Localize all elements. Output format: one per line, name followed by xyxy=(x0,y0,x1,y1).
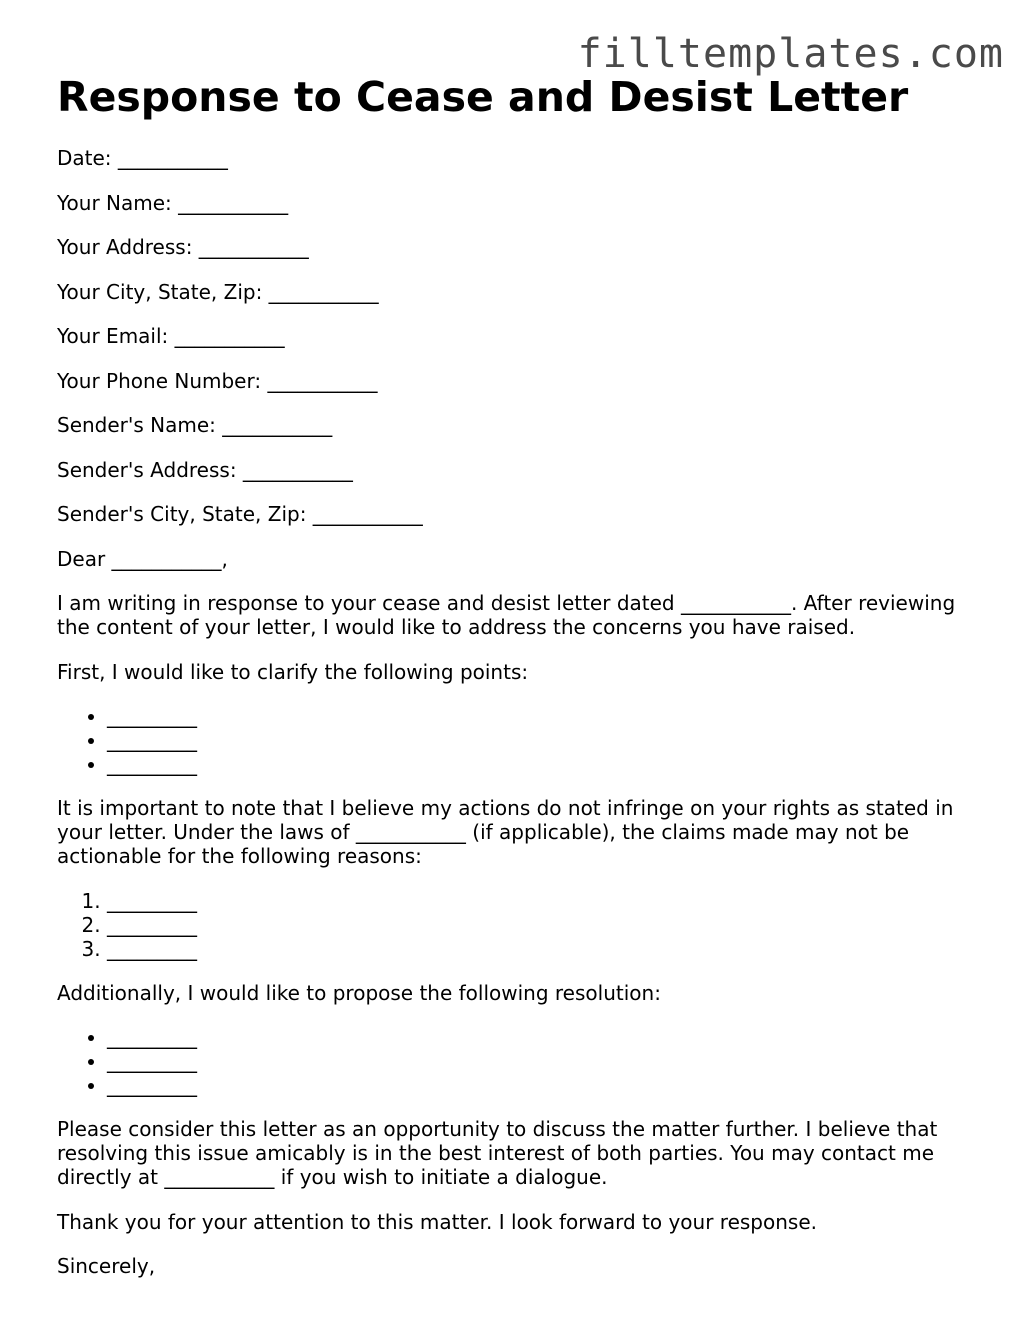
important-paragraph: It is important to note that I believe my actions do not infringe on your rights as stated in your letter. Under the laws of ___________ (if applicable), the claims made may not be actionable for the following reasons: xyxy=(57,795,954,869)
list-item: • _________ xyxy=(107,728,987,752)
list-item: • _________ xyxy=(107,752,987,776)
additionally-paragraph: Additionally, I would like to propose the following resolution: xyxy=(57,980,661,1005)
sender-address-field: Sender's Address: ___________ xyxy=(57,457,353,482)
list-item: • _________ xyxy=(107,1025,987,1049)
list-item: 1. _________ xyxy=(107,889,987,913)
list-item: • _________ xyxy=(107,1073,987,1097)
letter-page xyxy=(57,72,987,1298)
date-field: Date: ___________ xyxy=(57,146,228,170)
clarify-paragraph: First, I would like to clarify the following points: xyxy=(57,659,529,684)
watermark: filltemplates.com xyxy=(577,31,1004,77)
salutation: Dear ___________, xyxy=(57,546,228,571)
intro-paragraph: I am writing in response to your cease and desist letter dated ___________. After reviewing the content of your letter, I would like to address the concerns you have raised. xyxy=(57,591,956,640)
list-item: • _________ xyxy=(107,704,987,728)
closing: Sincerely, xyxy=(57,1253,156,1278)
your-address-field: Your Address: ___________ xyxy=(57,235,309,259)
thanks-paragraph: Thank you for your attention to this matter. I look forward to your response. xyxy=(57,1209,817,1234)
list-item: • _________ xyxy=(107,1049,987,1073)
sender-city-state-zip-field: Sender's City, State, Zip: ___________ xyxy=(57,502,423,526)
your-email-field: Your Email: ___________ xyxy=(57,324,285,348)
your-name-field: Your Name: ___________ xyxy=(57,190,289,215)
page-title: Response to Cease and Desist Letter xyxy=(57,73,909,121)
list-item: 3. _________ xyxy=(107,937,987,961)
your-phone-field: Your Phone Number: ___________ xyxy=(57,368,378,393)
sender-name-field: Sender's Name: ___________ xyxy=(57,413,333,437)
resolution-list xyxy=(57,1025,987,1098)
points-list xyxy=(57,704,987,777)
list-item: 2. _________ xyxy=(107,913,987,937)
reasons-list xyxy=(57,889,987,962)
your-city-state-zip-field: Your City, State, Zip: ___________ xyxy=(57,279,379,304)
consider-paragraph: Please consider this letter as an opportunity to discuss the matter further. I believe that resolving this issue amicably is in the best interest of both parties. You may contact me directly at ___________ if you wish to initiate a dialogue. xyxy=(57,1116,938,1190)
